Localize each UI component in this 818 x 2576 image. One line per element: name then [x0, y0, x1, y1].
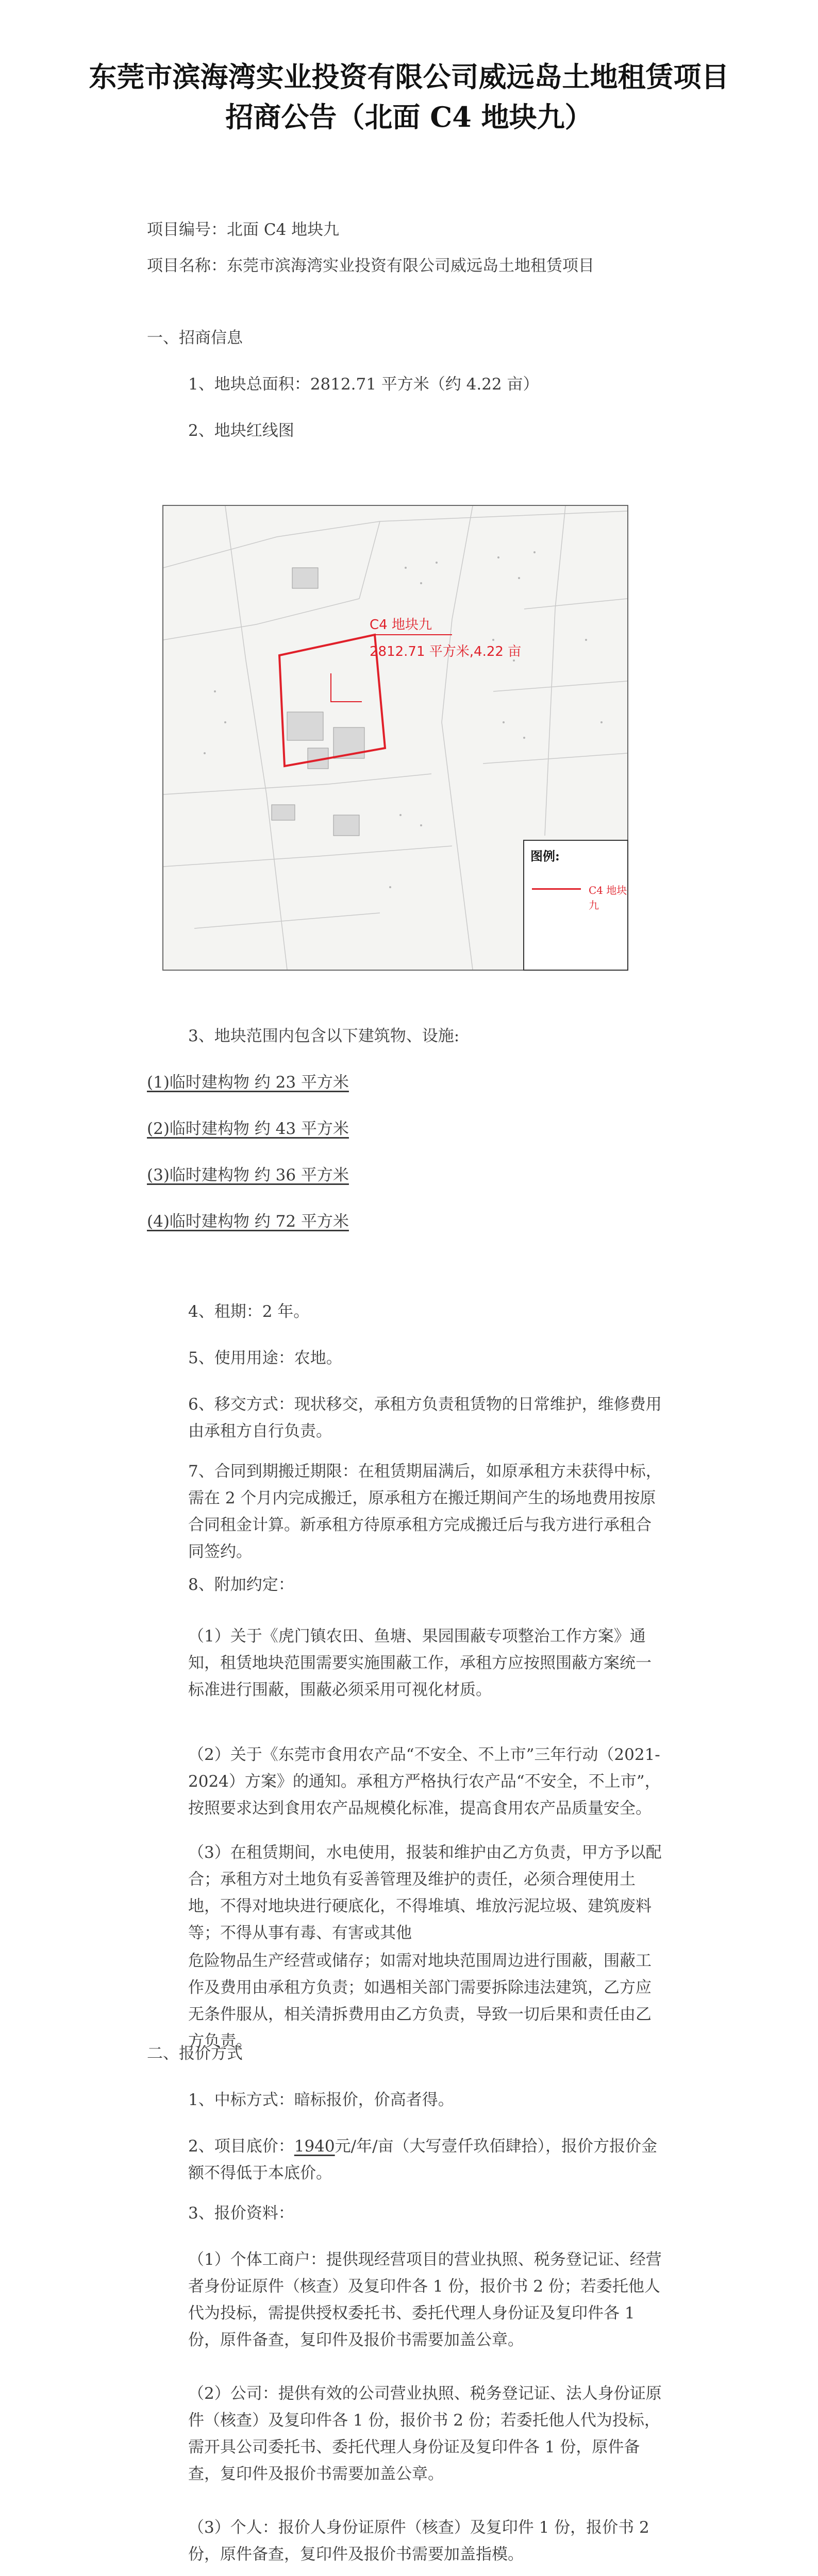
section2-heading: 二、报价方式	[147, 2044, 243, 2063]
additional-term-3-continued: 危险物品生产经营或储存；如需对地块范围周边进行围蔽，围蔽工作及费用由承租方负责；如遇相关部门需要拆除违法建筑，乙方应无条件服从，相关清拆费用由乙方负责，导致一切后果和责任由乙方负责。	[188, 1952, 652, 2050]
red-line-map-heading: 2、地块红线图	[188, 421, 294, 440]
map-plot-label: C4 地块九	[370, 617, 432, 633]
reserve-price-value: 1940	[294, 2137, 335, 2156]
reserve-price-suffix: 元/年/亩（大写壹仟玖佰肆拾），报价方报价金额不得低于本底价。	[188, 2137, 658, 2182]
reserve-price	[188, 2133, 662, 2187]
bid-documents-individual: （3）个人：报价人身份证原件（核查）及复印件 1 份，报价书 2 份，原件备查，复印件及报价书需要加盖指模。	[188, 2518, 649, 2564]
building-4: (4)临时建构物 约 72 平方米	[147, 1212, 349, 1231]
additional-term-3: （3）在租赁期间，水电使用，报装和维护由乙方负责，甲方予以配合；承租方对土地负有妥善管理及维护的责任，必须合理使用土地，不得对地块进行硬底化，不得堆填、堆放污泥垃圾、建筑废料等；不得从事有毒、有害或其他	[188, 1843, 662, 1942]
legend-title: 图例:	[530, 849, 560, 863]
land-use: 5、使用用途：农地。	[188, 1349, 342, 1367]
bid-method: 1、中标方式：暗标报价，价高者得。	[188, 2091, 454, 2109]
handover-method: 6、移交方式：现状移交，承租方负责租赁物的日常维护，维修费用由承租方自行负责。	[188, 1395, 662, 1440]
building-3: (3)临时建构物 约 36 平方米	[147, 1166, 349, 1184]
map-legend	[523, 840, 628, 971]
buildings-heading: 3、地块范围内包含以下建筑物、设施:	[188, 1027, 460, 1045]
legend-label: C4 地块九	[589, 884, 627, 911]
lease-term: 4、租期：2 年。	[188, 1302, 310, 1321]
bid-documents-sole-proprietor: （1）个体工商户：提供现经营项目的营业执照、税务登记证、经营者身份证原件（核查）及复印件各 1 份，报价书 2 份；若委托他人代为投标，需提供授权委托书、委托代理人身份证及复印件各 1 份，原件备查，复印件及报价书需要加盖公章。	[188, 2250, 662, 2349]
project-number: 项目编号：北面 C4 地块九	[147, 221, 340, 239]
additional-terms-heading: 8、附加约定：	[188, 1575, 294, 1594]
additional-term-1: （1）关于《虎门镇农田、鱼塘、果园围蔽专项整治工作方案》通知，租赁地块范围需要实施围蔽工作，承租方应按照围蔽方案统一标准进行围蔽，围蔽必须采用可视化材质。	[188, 1627, 652, 1699]
building-1: (1)临时建构物 约 23 平方米	[147, 1073, 349, 1092]
project-name: 项目名称：东莞市滨海湾实业投资有限公司威远岛土地租赁项目	[147, 257, 594, 275]
relocation-deadline: 7、合同到期搬迁期限：在租赁期届满后，如原承租方未获得中标，需在 2 个月内完成搬迁，原承租方在搬迁期间产生的场地费用按原合同租金计算。新承租方待原承租方完成搬迁后与我方进行承租合同签约。	[188, 1462, 662, 1561]
building-2: (2)临时建构物 约 43 平方米	[147, 1120, 349, 1138]
bid-documents-heading: 3、报价资料：	[188, 2204, 294, 2223]
page-title: 东莞市滨海湾实业投资有限公司威远岛土地租赁项目招商公告（北面 C4 地块九）	[89, 60, 729, 133]
section1-heading: 一、招商信息	[147, 329, 243, 347]
legend-red-line	[532, 888, 581, 890]
reserve-price-prefix: 2、项目底价：	[188, 2137, 294, 2156]
map-plot-area-label: 2812.71 平方米,4.22 亩	[370, 644, 522, 659]
land-area: 1、地块总面积：2812.71 平方米（约 4.22 亩）	[188, 375, 539, 394]
bid-documents-company: （2）公司：提供有效的公司营业执照、税务登记证、法人身份证原件（核查）及复印件各 1 份，报价书 2 份；若委托他人代为投标，需开具公司委托书、委托代理人身份证及复印件各 1 份，原件备查，复印件及报价书需要加盖公章。	[188, 2384, 662, 2483]
additional-term-2: （2）关于《东莞市食用农产品“不安全、不上市”三年行动（2021-2024）方案》的通知。承租方严格执行农产品“不安全，不上市”，按照要求达到食用农产品规模化标准，提高食用农产品质量安全。	[188, 1745, 661, 1818]
